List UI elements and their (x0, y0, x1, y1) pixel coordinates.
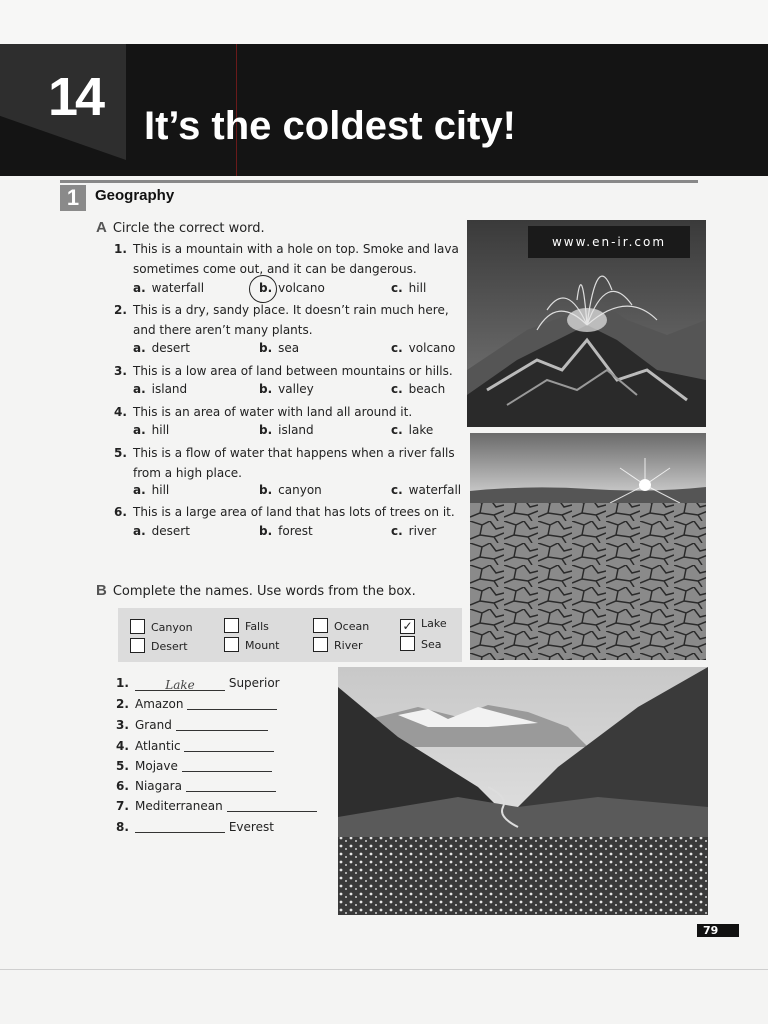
checkbox[interactable] (400, 636, 415, 651)
page-number: 79 (697, 924, 739, 937)
question-1-options (133, 281, 463, 299)
completion-item-7: 7. Mediterranean (116, 799, 317, 817)
checkbox[interactable] (224, 637, 239, 652)
word-box (118, 608, 462, 662)
word-box-item[interactable]: River (313, 637, 363, 652)
checkbox-checked[interactable]: ✓ (400, 619, 415, 634)
part-a-instruction: Circle the correct word. (112, 221, 265, 236)
chapter-title: It’s the coldest city! (144, 104, 516, 148)
word-box-item[interactable]: Mount (224, 637, 279, 652)
question-number: 2. (114, 303, 127, 317)
footer-rule (0, 969, 768, 970)
completion-item-1: 1. Lake Superior (116, 676, 280, 692)
option-a[interactable]: a. waterfall (133, 281, 205, 295)
word-box-item[interactable]: Sea (400, 636, 442, 651)
question-2-options (133, 341, 463, 359)
option-b[interactable]: b. canyon (259, 483, 322, 497)
section-title: Geography (95, 187, 175, 204)
watermark: www.en-ir.com (528, 226, 690, 258)
answer-field[interactable] (184, 739, 274, 752)
option-b[interactable]: b. sea (259, 341, 300, 355)
completion-item-4: 4. Atlantic (116, 739, 274, 757)
question-4-options (133, 423, 463, 441)
answer-field[interactable] (227, 799, 317, 812)
question-3 (114, 361, 464, 381)
word-box-item[interactable]: Falls (224, 618, 269, 633)
question-number: 5. (114, 446, 127, 460)
part-a-heading (96, 219, 265, 236)
question-6-options (133, 524, 463, 542)
word-box-item[interactable]: Desert (130, 638, 188, 653)
question-text: This is a flow of water that happens when a river falls from a high place. (133, 446, 455, 480)
question-text: This is a large area of land that has lots of trees on it. (133, 505, 455, 519)
completion-item-6: 6. Niagara (116, 779, 276, 797)
part-a-letter: A (96, 219, 107, 236)
question-5-options (133, 483, 463, 501)
section-rule (60, 180, 698, 183)
checkbox[interactable] (130, 619, 145, 634)
chapter-header (0, 44, 768, 176)
part-b-heading (96, 582, 416, 599)
answer-field[interactable] (176, 718, 268, 731)
option-a[interactable]: a. desert (133, 524, 190, 538)
option-b[interactable]: b. valley (259, 382, 314, 396)
completion-item-3: 3. Grand (116, 718, 268, 736)
part-b-instruction: Complete the names. Use words from the box. (112, 584, 416, 599)
question-3-options (133, 382, 463, 400)
chapter-number: 14 (48, 67, 103, 127)
question-text: This is a mountain with a hole on top. Smoke and lava sometimes come out, and it can be dangerous. (133, 242, 459, 276)
part-b-letter: B (96, 582, 107, 599)
completion-item-2: 2. Amazon (116, 697, 277, 715)
checkbox[interactable] (130, 638, 145, 653)
completion-item-8: 8. Everest (116, 820, 274, 834)
completion-item-5: 5. Mojave (116, 759, 272, 777)
checkbox[interactable] (313, 618, 328, 633)
answer-field[interactable] (182, 759, 272, 772)
question-2 (114, 300, 464, 340)
valley-photo (338, 667, 708, 915)
option-c[interactable]: c. volcano (391, 341, 456, 355)
word-box-item[interactable]: ✓ Lake (400, 617, 447, 634)
question-number: 3. (114, 364, 127, 378)
question-4 (114, 402, 464, 422)
word-box-item[interactable]: Ocean (313, 618, 369, 633)
section-number: 1 (60, 185, 86, 211)
option-a[interactable]: a. hill (133, 483, 170, 497)
question-6 (114, 502, 464, 522)
question-number: 4. (114, 405, 127, 419)
option-c[interactable]: c. lake (391, 423, 434, 437)
question-text: This is a low area of land between mountains or hills. (133, 364, 453, 378)
question-text: This is an area of water with land all around it. (133, 405, 413, 419)
question-number: 6. (114, 505, 127, 519)
answer-field[interactable] (135, 820, 225, 833)
option-a[interactable]: a. island (133, 382, 188, 396)
option-b[interactable]: b. forest (259, 524, 313, 538)
option-a[interactable]: a. hill (133, 423, 170, 437)
option-c[interactable]: c. beach (391, 382, 446, 396)
answer-field[interactable] (186, 779, 276, 792)
page-top-margin (0, 0, 768, 44)
option-b[interactable]: b. island (259, 423, 314, 437)
question-1 (114, 239, 464, 279)
option-a[interactable]: a. desert (133, 341, 190, 355)
option-c[interactable]: c. river (391, 524, 437, 538)
answer-field[interactable]: Lake (135, 678, 225, 691)
option-b[interactable]: b. volcano (259, 281, 325, 295)
answer-field[interactable] (187, 697, 277, 710)
answer-circle (249, 275, 277, 303)
question-number: 1. (114, 242, 127, 256)
checkbox[interactable] (224, 618, 239, 633)
checkbox[interactable] (313, 637, 328, 652)
desert-photo (470, 433, 706, 660)
option-c[interactable]: c. hill (391, 281, 427, 295)
word-box-item[interactable]: Canyon (130, 619, 193, 634)
question-text: This is a dry, sandy place. It doesn’t rain much here, and there aren’t many plants. (133, 303, 449, 337)
option-c[interactable]: c. waterfall (391, 483, 462, 497)
question-5 (114, 443, 464, 483)
